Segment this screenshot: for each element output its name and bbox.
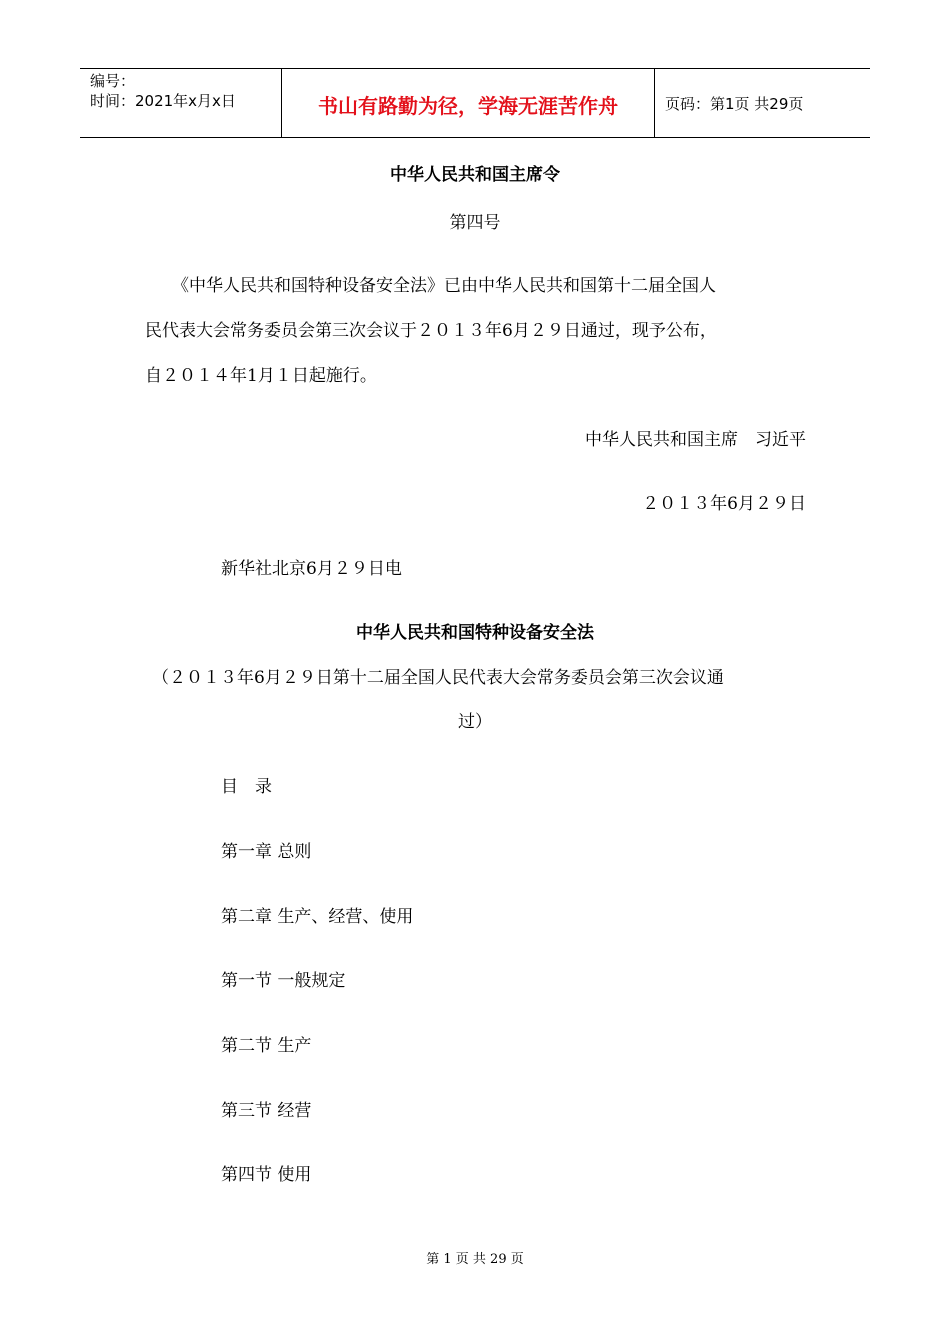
passed-note-line-1: （２０１３年6月２９日第十二届全国人民代表大会常务委员会第三次会议通 [152,668,724,688]
order-title: 中华人民共和国主席令 [390,165,560,185]
intro-line-3: 自２０１４年1月１日起施行。 [145,366,377,386]
toc-item-chapter-1: 第一章 总则 [221,842,312,862]
time-label: 时间：2021年x月x日 [90,92,236,110]
header-motto: 书山有路勤为径，学海无涯苦作舟 [318,94,618,118]
order-number: 第四号 [449,213,501,233]
toc-item-section-3: 第三节 经营 [221,1101,312,1121]
intro-line-1: 《中华人民共和国特种设备安全法》已由中华人民共和国第十二届全国人 [172,276,716,296]
header-meta-cell [80,69,282,137]
signatory: 中华人民共和国主席 习近平 [585,430,806,450]
document-header [80,68,870,138]
header-page-info: 页码：第1页 共29页 [665,95,804,113]
toc-item-section-4: 第四节 使用 [221,1165,312,1185]
serial-label: 编号： [90,72,136,90]
intro-line-2: 民代表大会常务委员会第三次会议于２０１３年6月２９日通过，现予公布， [145,321,717,341]
header-page-cell [655,69,870,137]
dateline: 新华社北京6月２９日电 [221,559,402,579]
passed-note-line-2: 过） [458,712,492,732]
law-title: 中华人民共和国特种设备安全法 [356,623,594,643]
sign-date: ２０１３年6月２９日 [642,494,806,514]
toc-item-section-2: 第二节 生产 [221,1036,312,1056]
toc-heading: 目 录 [221,777,272,797]
toc-item-chapter-2: 第二章 生产、经营、使用 [221,907,414,927]
header-motto-cell [282,69,655,137]
toc-item-section-1: 第一节 一般规定 [221,971,346,991]
page-footer: 第 1 页 共 29 页 [426,1252,524,1267]
